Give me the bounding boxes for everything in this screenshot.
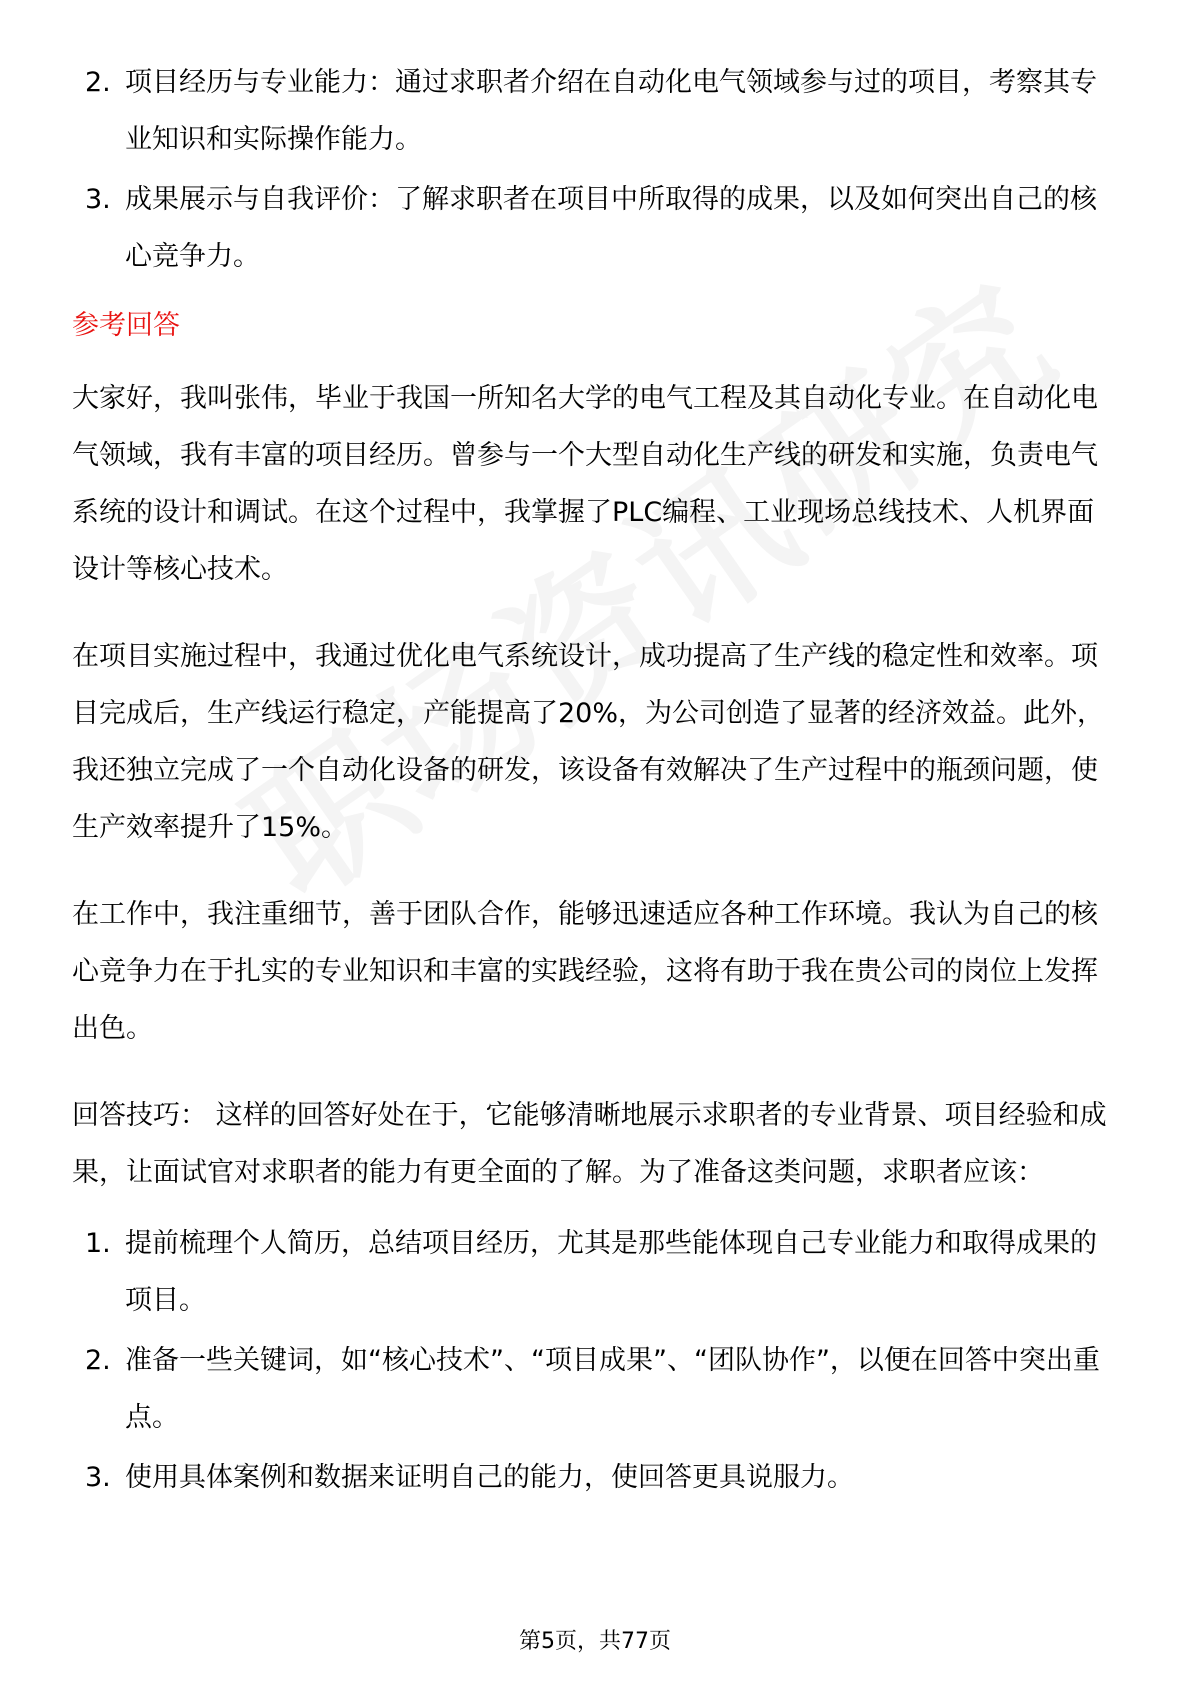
list-item-text: 准备一些关键词，如“核心技术”、“项目成果”、“团队协作”，以便在回答中突出重点。 <box>125 1345 1100 1433</box>
list-item <box>72 1332 1118 1446</box>
list-item-number: 3. <box>85 184 111 215</box>
answer-paragraph: 在工作中，我注重细节，善于团队合作，能够迅速适应各种工作环境。我认为自己的核心竞争力在于扎实的专业知识和丰富的实践经验，这将有助于我在贵公司的岗位上发挥出色。 <box>72 899 1098 1044</box>
section-heading: 参考回答 <box>72 310 180 341</box>
list-item-text: 项目经历与专业能力：通过求职者介绍在自动化电气领域参与过的项目，考察其专业知识和实际操作能力。 <box>125 67 1097 155</box>
list-item-number: 1. <box>85 1228 111 1259</box>
answer-paragraph: 在项目实施过程中，我通过优化电气系统设计，成功提高了生产线的稳定性和效率。项目完成后，生产线运行稳定，产能提高了20%，为公司创造了显著的经济效益。此外，我还独立完成了一个自动化设备的研发，该设备有效解决了生产过程中的瓶颈问题，使生产效率提升了15%。 <box>72 641 1105 843</box>
page-content <box>72 54 1118 1509</box>
list-item <box>72 1215 1118 1329</box>
list-item-text: 提前梳理个人简历，总结项目经历，尤其是那些能体现自己专业能力和取得成果的项目。 <box>125 1228 1097 1316</box>
list-item-text: 成果展示与自我评价：了解求职者在项目中所取得的成果，以及如何突出自己的核心竞争力。 <box>125 184 1097 272</box>
page-number: 第5页，共77页 <box>519 1629 671 1654</box>
list-item-number: 3. <box>85 1462 111 1493</box>
list-item <box>72 1449 1118 1506</box>
list-item <box>72 171 1118 285</box>
list-item-number: 2. <box>85 1345 111 1376</box>
list-item-number: 2. <box>85 67 111 98</box>
list-item-text: 使用具体案例和数据来证明自己的能力，使回答更具说服力。 <box>125 1462 854 1493</box>
answer-paragraph: 大家好，我叫张伟，毕业于我国一所知名大学的电气工程及其自动化专业。在自动化电气领域，我有丰富的项目经历。曾参与一个大型自动化生产线的研发和实施，负责电气系统的设计和调试。在这个过程中，我掌握了PLC编程、工业现场总线技术、人机界面设计等核心技术。 <box>72 383 1098 585</box>
question-focus-list <box>72 54 1118 285</box>
answer-tips: 回答技巧： 这样的回答好处在于，它能够清晰地展示求职者的专业背景、项目经验和成果，让面试官对求职者的能力有更全面的了解。为了准备这类问题，求职者应该： <box>72 1100 1107 1188</box>
tips-list <box>72 1215 1118 1506</box>
list-item <box>72 54 1118 168</box>
